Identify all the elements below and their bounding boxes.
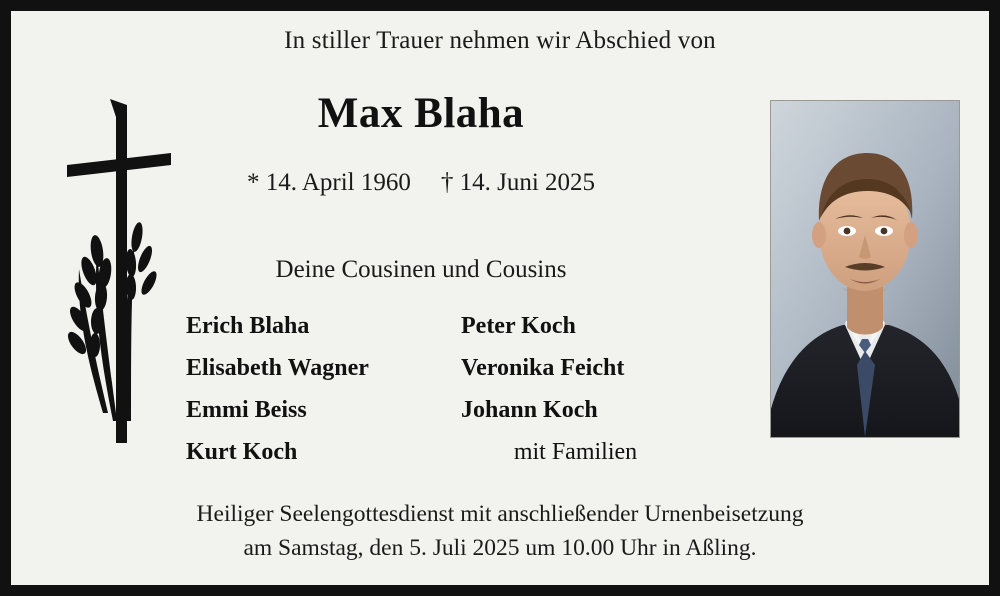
list-item: Kurt Koch xyxy=(186,439,298,465)
header-line: In stiller Trauer nehmen wir Abschied von xyxy=(284,27,716,54)
mourners-column-right xyxy=(461,305,726,473)
list-item: mit Familien xyxy=(513,439,638,465)
page-title: Max Blaha xyxy=(317,90,525,137)
list-item: Erich Blaha xyxy=(186,313,310,339)
list-item: Johann Koch xyxy=(461,397,598,423)
death-date: † 14. Juni 2025 xyxy=(440,169,596,196)
mourners-column-left xyxy=(186,305,461,473)
birth-date: * 14. April 1960 xyxy=(246,169,411,196)
notice-inner xyxy=(11,11,989,585)
relation-line: Deine Cousinen und Cousins xyxy=(275,256,567,283)
service-line-2: am Samstag, den 5. Juli 2025 um 10.00 Uhr in Aßling. xyxy=(243,534,757,561)
service-line-1: Heiliger Seelengottesdienst mit anschließender Urnenbeisetzung xyxy=(196,500,804,527)
list-item: Elisabeth Wagner xyxy=(186,355,369,381)
life-dates xyxy=(141,169,701,197)
mourners-list xyxy=(186,305,726,473)
service-details xyxy=(11,497,989,565)
list-item: Veronika Feicht xyxy=(461,355,625,381)
list-item: Peter Koch xyxy=(461,313,576,339)
portrait-photo xyxy=(770,100,960,438)
list-item: Emmi Beiss xyxy=(186,397,307,423)
cross-with-wheat-icon xyxy=(53,91,193,451)
